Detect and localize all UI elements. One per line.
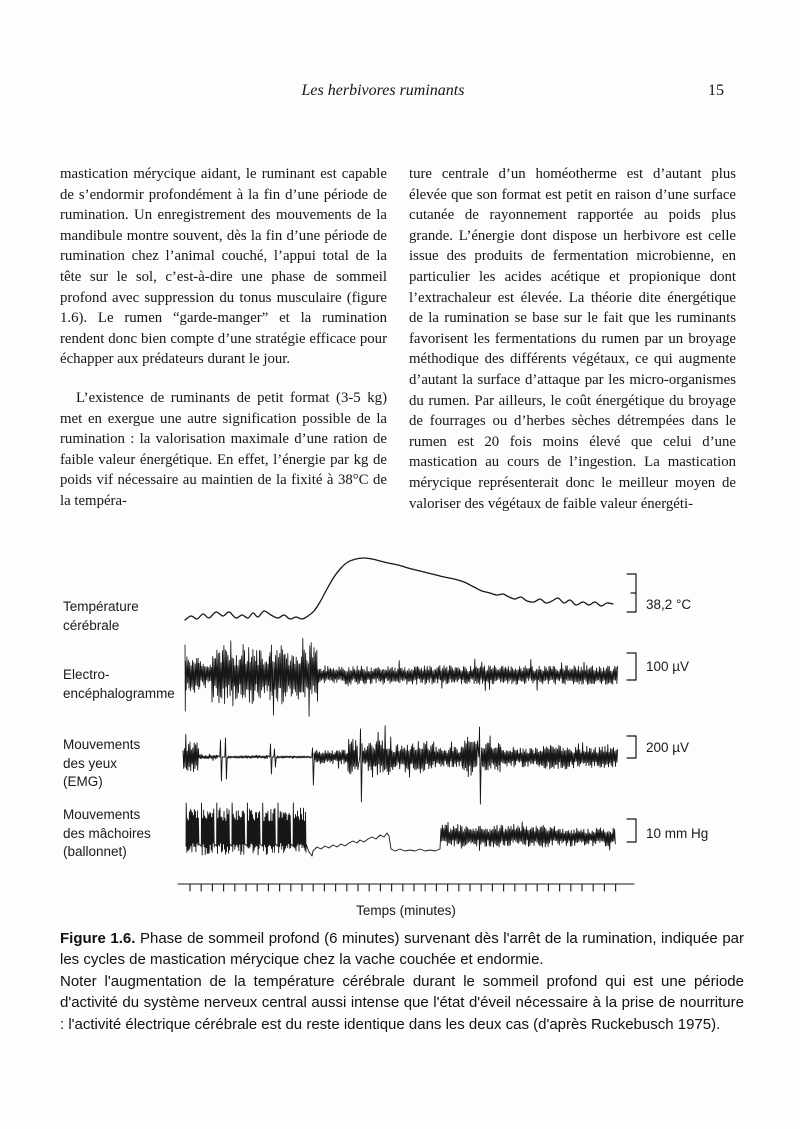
trace-label-line: (ballonnet): [63, 844, 127, 859]
right-column: [409, 164, 736, 514]
trace-label-line: Mouvements: [63, 807, 141, 822]
page-number: 15: [708, 82, 724, 99]
text-columns: [60, 164, 736, 514]
trace-label-temperature: [63, 598, 139, 635]
left-column: [60, 164, 387, 514]
page-header-title: Les herbivores ruminants: [301, 82, 465, 99]
figure-caption-main: [60, 928, 744, 971]
trace-label-line: cérébrale: [63, 617, 120, 633]
figure-caption-label: Figure 1.6.: [60, 930, 136, 947]
trace-label-line: Température: [63, 599, 139, 614]
figure-caption-text: Phase de sommeil profond (6 minutes) survenant dès l'arrêt de la rumination, indiquée par les cycles de mastication mérycique chez la vache couchée et endormie.: [60, 930, 744, 969]
trace-label-line: des yeux: [63, 755, 118, 771]
scale-label-eye-movements: 200 µV: [646, 740, 690, 755]
paragraph-left-2: L’existence de ruminants de petit format (3-5 kg) met en exergue une autre signification possible de la rumination : la valorisation maximale d’une ration de faible valeur énergétique. En effet, l’énergie par kg de poids vif nécessaire au maintien de la fixité à 38°C de la tempéra-: [60, 389, 387, 509]
trace-label-line: encéphalogramme: [63, 685, 175, 701]
figure-caption: [60, 928, 744, 1035]
paragraph-right-1: ture centrale d’un homéotherme est d’autant plus élevée que son format est petit en raison d’une surface cutanée de rayonnement rapportée au poids plus grande. L’énergie dont dispose un herbivore est celle issue des produits de fermentation microbienne, en particulier les acides acétique et propionique dont l’extrachaleur est élevée. La théorie dite énergétique de la rumination se base sur le fait que les ruminants favorisent les fermentations du rumen par un broyage méthodique des différents végétaux, ce qui augmente d’autant la surface d’attaque par les micro-organismes du rumen. Par ailleurs, le coût énergétique du broyage de fourrages ou d’herbes sèches détrempées dans le rumen est 20 fois moins élevé que celui d’une mastication au cours de l’ingestion. La mastication mérycique représenterait donc le meilleur moyen de valoriser des végétaux de faible valeur énergéti-: [409, 166, 736, 512]
scale-label-eeg: 100 µV: [646, 659, 690, 674]
trace-label-line: Mouvements: [63, 737, 141, 752]
trace-label-line: Electro-: [63, 667, 110, 682]
trace-label-jaw-movements: [63, 806, 151, 862]
scale-label-jaw-movements: 10 mm Hg: [646, 826, 709, 841]
x-axis-label: Temps (minutes): [356, 903, 456, 918]
figure-caption-note: Noter l'augmentation de la température cérébrale durant le sommeil profond qui est une période d'activité du système nerveux central aussi intense que l'état d'éveil nécessaire à la prise de nourriture : l'activité électrique cérébrale est du reste identique dans les deux cas (d'après Ruckebusch 1975).: [60, 972, 744, 1033]
trace-label-line: des mâchoires: [63, 825, 151, 841]
paragraph-left-1: mastication mérycique aidant, le ruminant est capable de s’endormir profondément à la fin d’une période de rumination. Un enregistrement des mouvements de la mandibule montre souvent, dès la fin d’une période de rumination chez l’animal couché, l’appui total de la tête sur le sol, c’est-à-dire une phase de sommeil profond avec suppression du tonus musculaire (figure 1.6). Le rumen “garde-manger” et la rumination rendent donc bien compte d’une stratégie efficace pour échapper aux prédateurs durant le jour.: [60, 166, 387, 368]
scale-label-temperature: 38,2 °C: [646, 597, 692, 612]
trace-label-eye-movements: [63, 736, 140, 792]
trace-label-line: (EMG): [63, 774, 103, 789]
trace-label-eeg: [63, 666, 175, 703]
